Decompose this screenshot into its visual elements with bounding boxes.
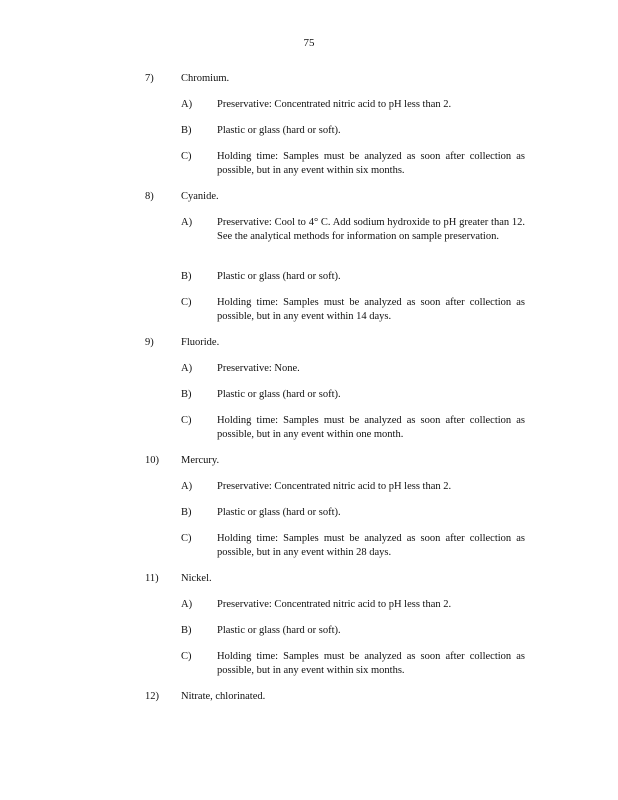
sub-item-letter: C) xyxy=(181,533,192,544)
item-title: Fluoride. xyxy=(181,337,220,348)
sub-item-text: Preservative: Concentrated nitric acid to pH less than 2. xyxy=(217,481,452,492)
sub-item-text: Holding time: Samples must be analyzed as soon after collection as possible, but in any event within six months. xyxy=(217,151,525,176)
sub-item-text: Preservative: Concentrated nitric acid to pH less than 2. xyxy=(217,99,452,110)
item-number: 8) xyxy=(145,191,154,202)
sub-item-letter: B) xyxy=(181,125,192,136)
sub-item-text: Holding time: Samples must be analyzed as soon after collection as possible, but in any event within 28 days. xyxy=(217,533,525,558)
page-number: 75 xyxy=(303,37,315,49)
sub-item-text: Holding time: Samples must be analyzed as soon after collection as possible, but in any event within one month. xyxy=(217,415,525,440)
sub-item-text: Plastic or glass (hard or soft). xyxy=(217,271,341,282)
sub-item-letter: C) xyxy=(181,297,192,308)
item-title: Nitrate, chlorinated. xyxy=(181,691,266,702)
sub-item-letter: B) xyxy=(181,507,192,518)
sub-item-text: Preservative: Concentrated nitric acid to pH less than 2. xyxy=(217,599,452,610)
sub-item-letter: B) xyxy=(181,271,192,282)
sub-item-text: Preservative: Cool to 4° C. Add sodium hydroxide to pH greater than 12. See the analytical methods for information on sample preservation. xyxy=(217,217,525,242)
sub-item-letter: A) xyxy=(181,217,193,228)
sub-item-text: Plastic or glass (hard or soft). xyxy=(217,125,341,136)
sub-item-letter: C) xyxy=(181,651,192,662)
sub-item-letter: A) xyxy=(181,481,193,492)
sub-item-text: Plastic or glass (hard or soft). xyxy=(217,389,341,400)
item-number: 12) xyxy=(145,691,159,702)
sub-item-text: Preservative: None. xyxy=(217,363,300,374)
item-title: Mercury. xyxy=(181,455,220,466)
item-title: Chromium. xyxy=(181,73,230,84)
sub-item-letter: C) xyxy=(181,151,192,162)
sub-item-text: Holding time: Samples must be analyzed as soon after collection as possible, but in any event within six months. xyxy=(217,651,525,676)
sub-item-letter: A) xyxy=(181,599,193,610)
sub-item-letter: C) xyxy=(181,415,192,426)
sub-item-letter: A) xyxy=(181,363,193,374)
item-number: 9) xyxy=(145,337,154,348)
item-title: Nickel. xyxy=(181,573,212,584)
sub-item-letter: B) xyxy=(181,389,192,400)
item-number: 11) xyxy=(145,573,159,584)
sub-item-letter: A) xyxy=(181,99,193,110)
item-number: 7) xyxy=(145,73,154,84)
item-number: 10) xyxy=(145,455,159,466)
sub-item-text: Plastic or glass (hard or soft). xyxy=(217,507,341,518)
sub-item-letter: B) xyxy=(181,625,192,636)
sub-item-text: Plastic or glass (hard or soft). xyxy=(217,625,341,636)
item-title: Cyanide. xyxy=(181,191,219,202)
sub-item-text: Holding time: Samples must be analyzed as soon after collection as possible, but in any event within 14 days. xyxy=(217,297,525,322)
